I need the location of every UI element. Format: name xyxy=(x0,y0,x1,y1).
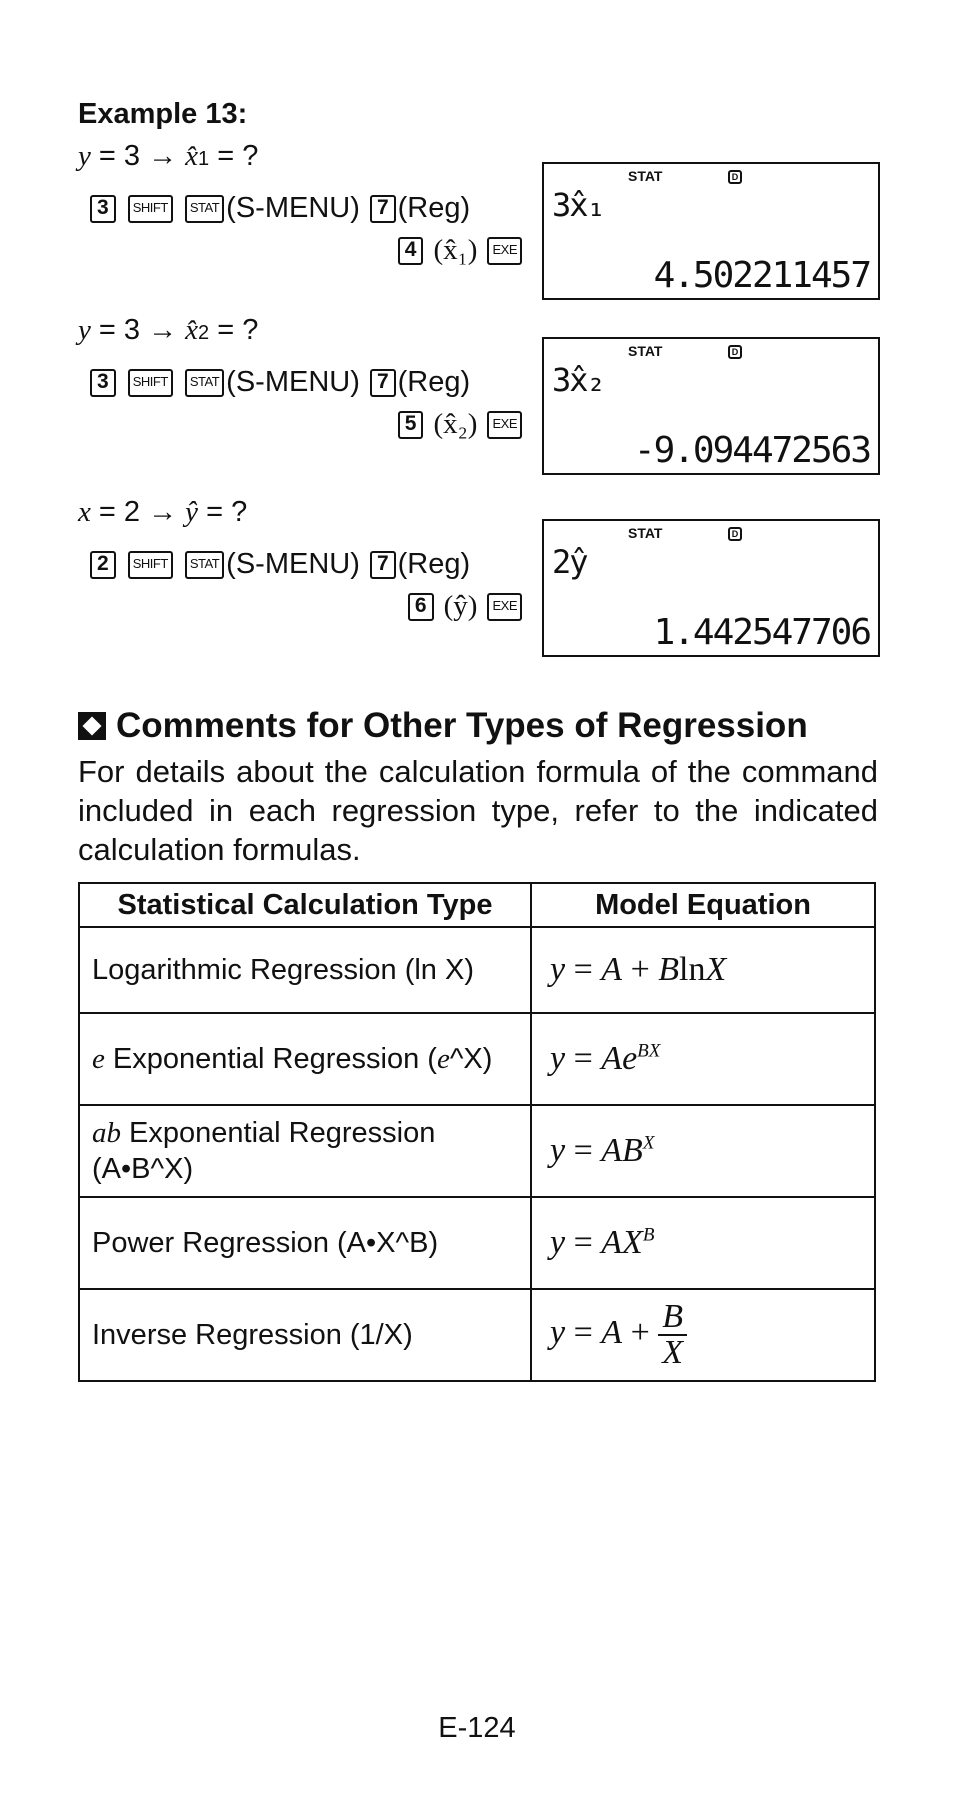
stat-key: STAT xyxy=(185,551,224,579)
reg-label: (Reg) xyxy=(397,192,471,224)
s-menu-label: (S-MENU) xyxy=(226,548,360,580)
key-6: 6 xyxy=(408,593,434,621)
equation-cell: $y = AX^B$ xyxy=(531,1197,875,1289)
s-menu-label: (S-MENU) xyxy=(226,366,360,398)
key-7: 7 xyxy=(370,369,396,397)
key-3: 3 xyxy=(90,195,116,223)
calculator-screen-2 xyxy=(542,337,880,475)
table-row xyxy=(79,1289,875,1381)
screen-output: 4.502211457 xyxy=(653,255,870,296)
stat-indicator: STAT xyxy=(628,525,663,541)
exe-key: EXE xyxy=(487,593,522,621)
table-row xyxy=(79,1013,875,1105)
reg-label: (Reg) xyxy=(397,366,471,398)
question-1: y = 3 → x̂1 = ? xyxy=(78,140,259,172)
column-header-equation: Model Equation xyxy=(531,883,875,927)
calculator-screen-1 xyxy=(542,162,880,300)
equation-cell: y = A + BlnX xyxy=(531,927,875,1013)
screen-input: 2ŷ xyxy=(552,543,587,581)
shift-key: SHIFT xyxy=(128,551,173,579)
degree-indicator: D xyxy=(728,170,742,184)
table-row xyxy=(79,927,875,1013)
type-cell: Power Regression (A•X^B) xyxy=(79,1197,531,1289)
section-heading: Comments for Other Types of Regression xyxy=(78,706,808,746)
degree-indicator: D xyxy=(728,345,742,359)
screen-output: -9.094472563 xyxy=(633,430,870,471)
key-2: 2 xyxy=(90,551,116,579)
key-sequence-2 xyxy=(88,366,470,399)
equation-cell: $y = Ae^{BX}$ xyxy=(531,1013,875,1105)
x2-label: (x̂₂) xyxy=(433,408,478,440)
type-cell: Inverse Regression (1/X) xyxy=(79,1289,531,1381)
stat-indicator: STAT xyxy=(628,343,663,359)
key-3: 3 xyxy=(90,369,116,397)
table-row xyxy=(79,1105,875,1197)
diamond-bullet-icon xyxy=(78,712,106,740)
shift-key: SHIFT xyxy=(128,195,173,223)
section-paragraph: For details about the calculation formula of the command included in each regression type, refer to the indicated calculation formulas. xyxy=(78,754,878,867)
shift-key: SHIFT xyxy=(128,369,173,397)
key-7: 7 xyxy=(370,195,396,223)
y-hat-label: (ŷ) xyxy=(443,590,478,622)
example-title: Example 13: xyxy=(78,98,248,130)
column-header-type: Statistical Calculation Type xyxy=(79,883,531,927)
key-4: 4 xyxy=(398,237,424,265)
page-number: E-124 xyxy=(438,1712,516,1744)
regression-table xyxy=(78,882,876,1382)
question-2: y = 3 → x̂2 = ? xyxy=(78,314,259,346)
stat-indicator: STAT xyxy=(628,168,663,184)
key-sequence-2b xyxy=(396,408,524,441)
equation-cell: y = A + $\frac{B}{X}$ xyxy=(531,1289,875,1381)
fraction: $\frac{B}{X}$ xyxy=(658,1300,687,1370)
key-sequence-3 xyxy=(88,548,470,581)
type-cell: e Exponential Regression (e^X) xyxy=(79,1013,531,1105)
type-cell: ab Exponential Regression (A•B^X) xyxy=(79,1105,531,1197)
table-header-row xyxy=(79,883,875,927)
key-7: 7 xyxy=(370,551,396,579)
screen-output: 1.442547706 xyxy=(653,612,870,653)
calculator-screen-3 xyxy=(542,519,880,657)
key-5: 5 xyxy=(398,411,424,439)
type-cell: Logarithmic Regression (ln X) xyxy=(79,927,531,1013)
key-sequence-3b xyxy=(406,590,524,623)
degree-indicator: D xyxy=(728,527,742,541)
exe-key: EXE xyxy=(487,411,522,439)
s-menu-label: (S-MENU) xyxy=(226,192,360,224)
screen-input: 3x̂₁ xyxy=(552,186,604,224)
reg-label: (Reg) xyxy=(397,548,471,580)
key-sequence-1b xyxy=(396,234,524,267)
exe-key: EXE xyxy=(487,237,522,265)
equation-cell: $y = AB^X$ xyxy=(531,1105,875,1197)
table-row xyxy=(79,1197,875,1289)
stat-key: STAT xyxy=(185,369,224,397)
key-sequence-1 xyxy=(88,192,470,225)
question-3: x = 2 → ŷ = ? xyxy=(78,496,248,528)
screen-input: 3x̂₂ xyxy=(552,361,604,399)
x1-label: (x̂₁) xyxy=(433,234,478,266)
stat-key: STAT xyxy=(185,195,224,223)
